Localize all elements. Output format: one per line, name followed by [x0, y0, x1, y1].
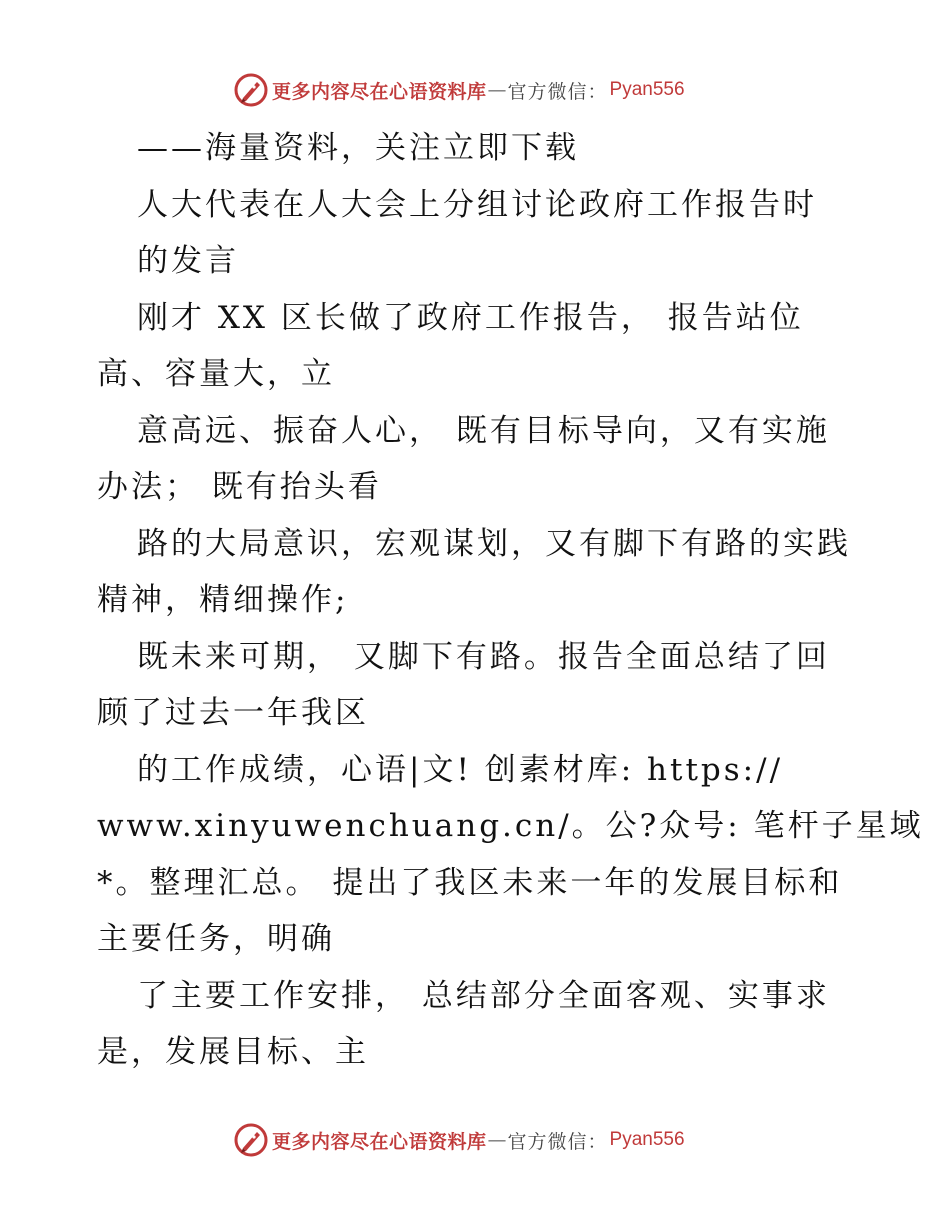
banner-wechat-label: 官方微信：	[507, 80, 608, 103]
header-banner	[233, 72, 685, 108]
doc-line: 刚才 XX 区长做了政府工作报告， 报告站位	[137, 299, 804, 336]
doc-line: 既未来可期， 又脚下有路。报告全面总结了回	[137, 638, 830, 675]
doc-line: 了主要工作安排， 总结部分全面客观、实事求	[137, 977, 830, 1014]
doc-line: 是，发展目标、主	[97, 1034, 369, 1070]
doc-line: www.xinyuwenchuang.cn/。公?众号: 笔杆子星域	[97, 808, 924, 844]
doc-line: 路的大局意识，宏观谋划，又有脚下有路的实践	[137, 525, 851, 562]
doc-line: 精神，精细操作;	[97, 582, 349, 618]
pen-logo-icon	[233, 72, 269, 108]
banner-site-text: 更多内容尽在心语资料库	[272, 80, 487, 103]
doc-line: 主要任务，明确	[97, 921, 335, 957]
banner-dash: —	[487, 1129, 507, 1151]
doc-line: 高、容量大，立	[97, 356, 335, 392]
doc-line: ——海量资料，关注立即下载	[137, 130, 579, 166]
doc-line: 顾了过去一年我区	[97, 695, 369, 731]
doc-line: *。整理汇总。 提出了我区未来一年的发展目标和	[97, 864, 843, 901]
pen-logo-icon	[233, 1122, 269, 1158]
doc-line: 办法； 既有抬头看	[97, 469, 382, 505]
doc-line: 意高远、振奋人心， 既有目标导向，又有实施	[137, 412, 830, 449]
banner-wechat-label: 官方微信：	[507, 1130, 608, 1153]
banner-wechat-id: Pyan556	[609, 1129, 685, 1150]
banner-dash: —	[487, 79, 507, 101]
banner-wechat-id: Pyan556	[609, 79, 685, 100]
doc-title-line: 人大代表在人大会上分组讨论政府工作报告时	[137, 186, 817, 223]
footer-banner	[233, 1122, 685, 1158]
doc-title-line: 的发言	[137, 243, 239, 279]
doc-line: 的工作成绩，心语|文! 创素材库: https://	[137, 751, 784, 788]
banner-site-text: 更多内容尽在心语资料库	[272, 1130, 487, 1153]
document-body	[97, 120, 924, 1081]
